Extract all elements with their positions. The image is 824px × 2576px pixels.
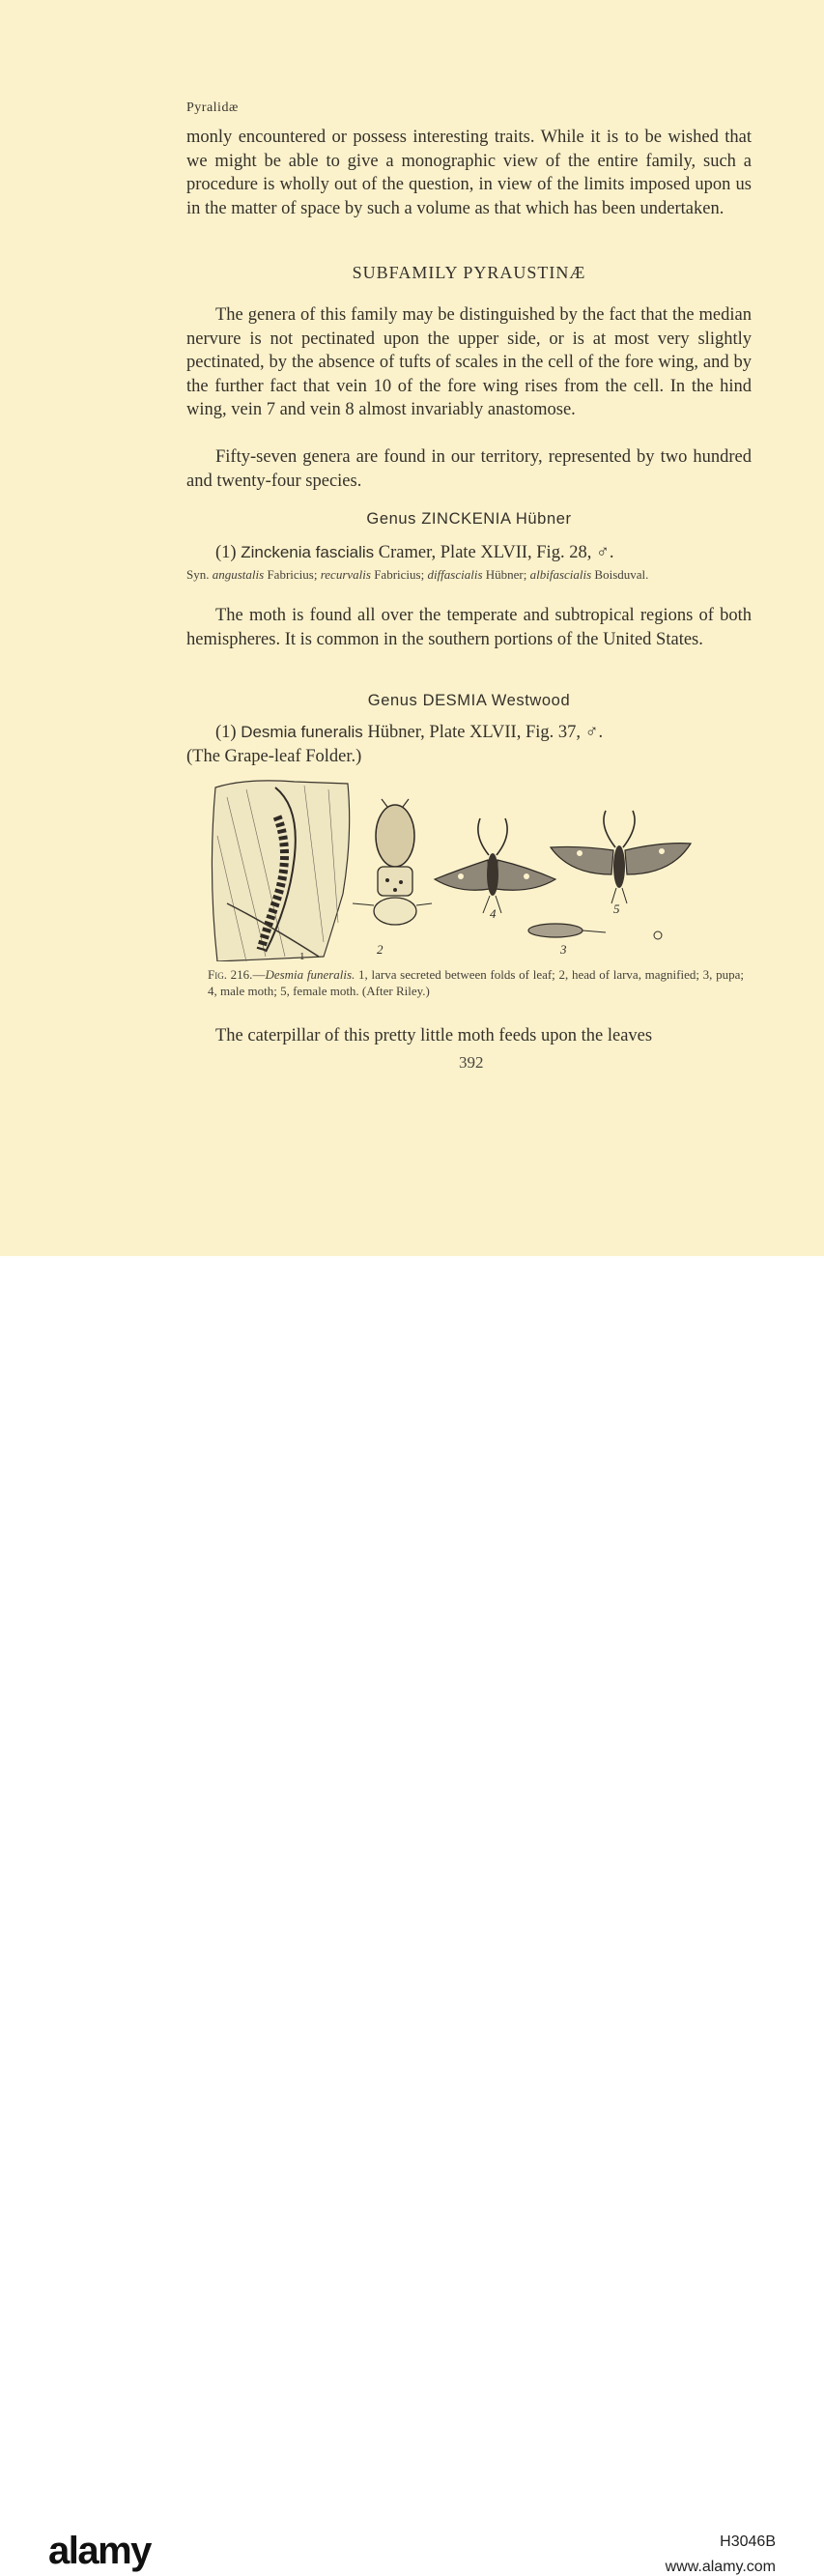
leaf-with-larva-drawing xyxy=(212,781,349,961)
intro-paragraph: monly encountered or possess interesting traits. While it is to be wished that we might be able to give a monographic view of the entire family, such a procedure is wholly out of the question, in view of the limits imposed upon us in the matter of space by such a volume as that which has been undertaken. xyxy=(186,128,752,218)
subfamily-heading: SUBFAMILY PYRAUSTINÆ xyxy=(352,263,586,282)
caption-dash: — xyxy=(252,967,266,982)
page-number: 392 xyxy=(459,1053,484,1072)
count-paragraph: Fifty-seven genera are found in our territory, represented by two hundred and twenty-four species. xyxy=(186,447,752,491)
synonym-author: Fabricius; xyxy=(264,567,321,582)
figure-label: 4 xyxy=(490,906,497,921)
synonym-name: diffascialis xyxy=(427,567,483,582)
figure-label: 3 xyxy=(560,942,567,957)
larva-head-drawing xyxy=(353,799,432,925)
male-moth-drawing xyxy=(435,818,555,913)
synonym-name: albifascialis xyxy=(529,567,592,582)
running-head: Pyralidæ xyxy=(186,100,239,115)
synonym-name: recurvalis xyxy=(320,567,371,582)
book-page xyxy=(0,0,824,1256)
figure-caption xyxy=(208,966,744,999)
caption-figure-number: Fig. 216. xyxy=(208,967,253,982)
source-url: www.alamy.com xyxy=(665,2559,776,2575)
genera-paragraph: The genera of this family may be distinguished by the fact that the median nervure is not pectinated upon the upper side, or is at most very slightly pectinated, by the absence of tufts of scales in the cell of the fore wing, and by the further fact that vein 10 of the fore wing rises from the cell. In the hind wing, vein 7 and vein 8 almost invariably anastomose. xyxy=(186,305,752,420)
synonym-author: Boisduval. xyxy=(591,567,649,582)
distribution-paragraph: The moth is found all over the temperate and subtropical regions of both hemispheres. It is common in the southern portions of the United States. xyxy=(186,606,752,649)
figure-label: 5 xyxy=(613,902,620,916)
genus-desmia-heading: Genus DESMIA Westwood xyxy=(367,692,571,709)
species-number: (1) xyxy=(215,543,237,562)
synonym-author: Hübner; xyxy=(482,567,530,582)
species-desmia xyxy=(186,721,756,768)
synonyms-lead: Syn. xyxy=(186,567,213,582)
species-number: (1) xyxy=(215,723,237,742)
species-citation: Cramer, Plate XLVII, Fig. 28, ♂. xyxy=(374,543,614,562)
last-paragraph-line: The caterpillar of this pretty little moth feeds upon the leaves xyxy=(215,1026,653,1045)
synonyms xyxy=(186,565,756,584)
species-name: Desmia funeralis xyxy=(241,723,363,741)
species-common-name: (The Grape-leaf Folder.) xyxy=(186,746,362,766)
figure-label: 1 xyxy=(299,951,305,961)
pupa-drawing xyxy=(528,924,606,937)
species-name: Zinckenia fascialis xyxy=(241,543,375,561)
synonym-name: angustalis xyxy=(212,567,265,582)
figure-216-illustration xyxy=(208,778,749,961)
image-id: H3046B xyxy=(720,2533,776,2550)
species-citation: Hübner, Plate XLVII, Fig. 37, ♂. xyxy=(362,723,604,742)
genus-zinckenia-heading: Genus ZINCKENIA Hübner xyxy=(366,510,572,528)
caption-species: Desmia funeralis. xyxy=(265,967,355,982)
brand-logo: alamy xyxy=(48,2530,151,2572)
small-mark-drawing xyxy=(654,931,662,939)
watermark-footer xyxy=(0,1256,824,2575)
synonym-author: Fabricius; xyxy=(370,567,428,582)
figure-label: 2 xyxy=(377,942,384,957)
caption-text: 1, larva secreted between folds of leaf; 2, head of larva, magnified; 3, pupa; 4, male moth; 5, female moth. (After Riley.) xyxy=(208,967,745,998)
female-moth-drawing xyxy=(551,811,691,903)
species-zinckenia xyxy=(186,541,756,565)
